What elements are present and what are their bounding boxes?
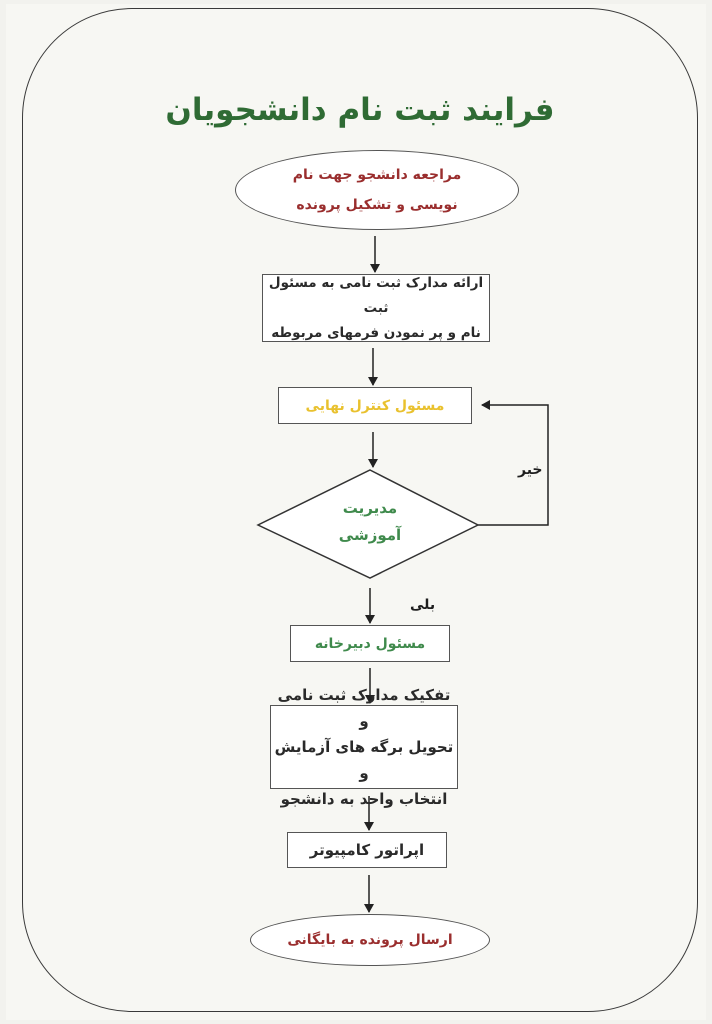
- separate-docs-line-1: تفکیک مدارک ثبت نامی و: [277, 686, 451, 730]
- end-label: ارسال پرونده به بایگانی: [287, 932, 453, 948]
- page-title: فرایند ثبت نام دانشجویان: [165, 92, 555, 128]
- final-control-box: [278, 387, 472, 424]
- decision-line-1: مدیریت: [342, 499, 398, 517]
- start-ellipse: [235, 150, 519, 230]
- submit-docs-box: [262, 274, 490, 342]
- decision-text: [300, 495, 440, 549]
- start-line-2: نویسی و تشکیل پرونده: [296, 197, 458, 213]
- separate-docs-line-2: تحویل برگه های آزمایش و: [274, 738, 454, 782]
- submit-docs-line-1: ارائه مدارک ثبت نامی به مسئول ثبت: [268, 274, 484, 316]
- decision-line-2: آموزشی: [338, 526, 402, 544]
- start-line-1: مراجعه دانشجو جهت نام: [292, 167, 462, 183]
- final-control-label: مسئول کنترل نهایی: [305, 397, 445, 414]
- no-edge-label: خیر: [518, 462, 543, 478]
- end-ellipse: [250, 914, 490, 966]
- operator-box: [287, 832, 447, 868]
- separate-docs-box: [270, 686, 458, 808]
- operator-label: اپراتور کامپیوتر: [309, 841, 425, 859]
- submit-docs-line-2: نام و پر نمودن فرمهای مربوطه: [271, 324, 481, 341]
- secretariat-box: [290, 625, 450, 662]
- separate-docs-line-3: انتخاب واحد به دانشجو: [280, 790, 448, 808]
- secretariat-label: مسئول دبیرخانه: [314, 635, 426, 652]
- yes-edge-label: بلی: [410, 597, 436, 613]
